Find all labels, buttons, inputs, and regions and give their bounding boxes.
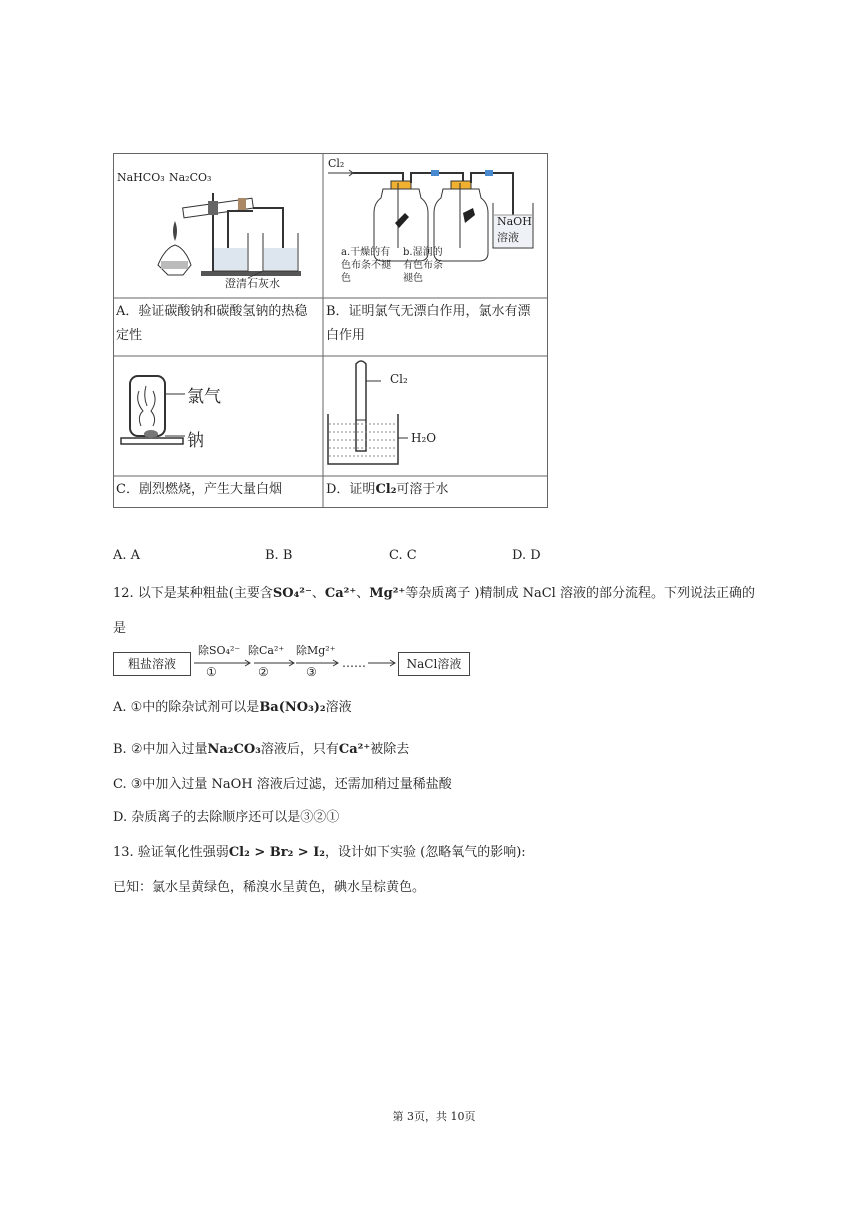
- q12-option-a-formula: Ba(NO₃)₂: [259, 700, 326, 715]
- flow-step1-num: ①: [206, 665, 217, 679]
- caption-d-post: 可溶于水: [396, 482, 449, 497]
- note-b: [403, 246, 443, 285]
- q12-sep1: 、: [311, 586, 325, 601]
- caption-d-pre: D．证明: [326, 482, 376, 497]
- note-a: [341, 246, 391, 285]
- caption-c: C．剧烈燃烧，产生大量白烟: [116, 482, 282, 497]
- flow-step2-num: ②: [258, 665, 269, 679]
- q12-option-d: D. 杂质离子的去除顺序还可以是③②①: [113, 810, 340, 825]
- label-na2co3: Na₂CO₃: [169, 171, 212, 184]
- q12-option-c: C. ③中加入过量 NaOH 溶液后过滤，还需加稍过量稀盐酸: [113, 777, 452, 792]
- q12-option-b-formula: Na₂CO₃: [207, 742, 261, 757]
- q12-option-a: [113, 696, 352, 715]
- label-solution: 溶液: [497, 231, 519, 244]
- caption-a-line1: A．验证碳酸钠和碳酸氢钠的热稳: [116, 304, 308, 319]
- q12-stem-line2: 是: [113, 621, 127, 636]
- q12-option-a-pre: A. ①中的除杂试剂可以是: [113, 700, 260, 715]
- label-h2o: H₂O: [411, 431, 437, 445]
- q12-stem-a: 12. 以下是某种粗盐(主要含: [113, 586, 273, 601]
- caption-b-line2: 白作用: [326, 328, 366, 343]
- flow-end-box: NaCl溶液: [398, 652, 470, 676]
- caption-b-line1: B．证明氯气无漂白作用，氯水有漂: [326, 304, 531, 319]
- caption-b: [326, 300, 546, 348]
- flow-step1-label: 除SO₄²⁻: [198, 644, 241, 657]
- q12-ion-mg: Mg²⁺: [369, 586, 406, 601]
- q12-stem-b: 等杂质离子 )精制成 NaCl 溶液的部分流程。下列说法正确的: [405, 586, 755, 601]
- q12-option-b-post: 被除去: [370, 742, 410, 757]
- q13-formula: Cl₂ > Br₂ > I₂: [228, 845, 325, 860]
- note-a-1: a.干燥的有: [341, 247, 391, 258]
- q13-stem-post: ，设计如下实验 (忽略氧气的影响):: [325, 845, 526, 860]
- flow-step2-label: 除Ca²⁺: [248, 644, 285, 657]
- q13-known: 已知：氯水呈黄绿色，稀溴水呈黄色，碘水呈棕黄色。: [113, 880, 426, 895]
- note-b-3: 褪色: [403, 273, 423, 284]
- label-naoh: NaOH: [497, 215, 532, 228]
- label-cl2-b: Cl₂: [328, 157, 345, 170]
- q12-stem-line1: [113, 582, 755, 601]
- caption-d-formula: Cl₂: [375, 482, 397, 497]
- apparatus-c-diagram: [113, 356, 323, 476]
- q13-stem: [113, 841, 526, 860]
- q12-ion-ca: Ca²⁺: [324, 586, 357, 601]
- q12-ion-so4: SO₄²⁻: [272, 586, 312, 601]
- label-chlorine: 氯气: [187, 387, 221, 407]
- q11-option-b: B. B: [265, 548, 293, 563]
- flow-step3-label: 除Mg²⁺: [296, 644, 336, 657]
- label-limewater: 澄清石灰水: [225, 277, 280, 290]
- q12-option-a-post: 溶液: [325, 700, 352, 715]
- q12-option-b-mid: 溶液后，只有: [260, 742, 339, 757]
- page-footer: 第 3页，共 10页: [392, 1110, 476, 1123]
- label-nahco3: NaHCO₃: [117, 171, 165, 184]
- q11-option-a: A. A: [113, 548, 141, 563]
- note-a-2: 色布条不褪: [341, 260, 391, 271]
- q13-stem-pre: 13. 验证氧化性强弱: [113, 845, 229, 860]
- label-cl2-d: Cl₂: [390, 372, 408, 386]
- flow-dots: ……: [342, 656, 366, 670]
- q12-option-b: [113, 738, 409, 757]
- label-sodium: 钠: [187, 431, 204, 451]
- q11-option-d: D. D: [512, 548, 541, 563]
- caption-d: [326, 478, 448, 502]
- q12-option-b-pre: B. ②中加入过量: [113, 742, 208, 757]
- note-a-3: 色: [341, 273, 351, 284]
- flow-start-box: 粗盐溶液: [113, 652, 191, 676]
- q12-option-b-ion: Ca²⁺: [338, 742, 371, 757]
- note-b-2: 有色布条: [403, 260, 443, 271]
- q11-option-c: C. C: [389, 548, 417, 563]
- apparatus-d-diagram: [323, 356, 548, 476]
- flow-step3-num: ③: [306, 665, 317, 679]
- experiment-table: [113, 153, 548, 508]
- caption-a: [116, 300, 321, 348]
- q12-sep2: 、: [356, 586, 370, 601]
- caption-a-line2: 定性: [116, 328, 143, 343]
- note-b-1: b.湿润的: [403, 247, 443, 258]
